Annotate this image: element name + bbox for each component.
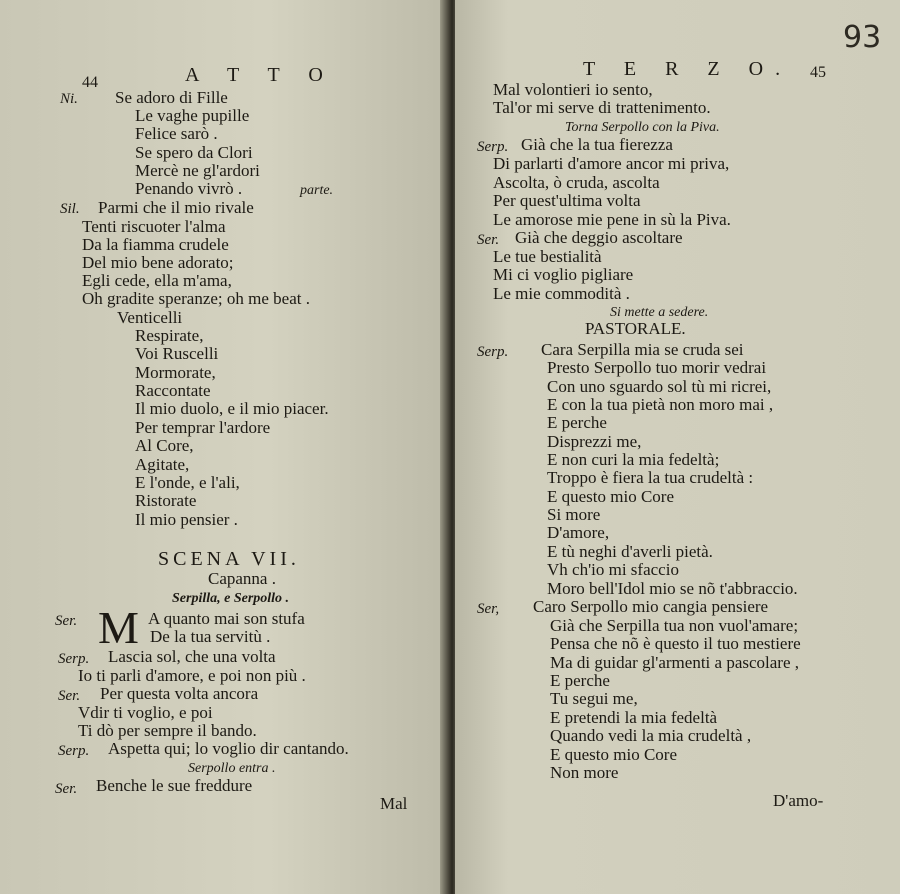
- verse-line: Per temprar l'ardore: [135, 418, 271, 437]
- verse-line: Non more: [550, 763, 619, 782]
- catchword: D'amo-: [773, 791, 824, 810]
- page-number: 45: [810, 64, 826, 81]
- verse-line: Mercè ne gl'ardori: [135, 161, 260, 180]
- verse-line: Si more: [547, 505, 601, 524]
- verse-line: Io ti parli d'amore, e poi non più .: [78, 666, 306, 685]
- verse-line: Mormorate,: [135, 363, 216, 382]
- verse-line: Cara Serpilla mia se cruda sei: [541, 340, 744, 359]
- stage-direction: Serpollo entra .: [188, 761, 276, 776]
- verse-line: Per quest'ultima volta: [493, 191, 641, 210]
- verse-line: Ascolta, ò cruda, ascolta: [493, 173, 660, 192]
- verse-line: Oh gradite speranze; oh me beat .: [82, 289, 310, 308]
- scene-title: SCENA VII.: [158, 548, 300, 570]
- left-page: [0, 0, 446, 894]
- verse-line: Al Core,: [135, 436, 194, 455]
- verse-line: Disprezzi me,: [547, 432, 642, 451]
- verse-line: E pretendi la mia fedeltà: [550, 708, 718, 727]
- verse-line: Egli cede, ella m'ama,: [82, 271, 232, 290]
- verse-line: Con uno sguardo sol tù mi ricrei,: [547, 377, 772, 396]
- verse-line: De la tua servitù .: [150, 627, 271, 646]
- speaker: Sil.: [60, 201, 80, 217]
- speaker: Ser.: [58, 688, 81, 704]
- page-number: 44: [82, 74, 98, 91]
- verse-line: Per questa volta ancora: [100, 684, 259, 703]
- speaker: Ni.: [60, 91, 78, 107]
- verse-line: E questo mio Core: [550, 745, 678, 764]
- verse-line: Già che Serpilla tua non vuol'amare;: [550, 616, 799, 635]
- running-head: T E R Z O.: [583, 58, 793, 80]
- verse-line: Le amorose mie pene in sù la Piva.: [493, 210, 731, 229]
- verse-line: Agitate,: [135, 455, 190, 474]
- verse-line: Il mio pensier .: [135, 510, 238, 529]
- verse-line: Se spero da Clori: [135, 143, 253, 162]
- verse-line: Venticelli: [117, 308, 183, 327]
- verse-line: Tenti riscuoter l'alma: [82, 217, 226, 236]
- verse-line: Quando vedi la mia crudeltà ,: [550, 726, 752, 745]
- verse-line: Troppo è fiera la tua crudeltà :: [547, 468, 754, 487]
- right-page: [455, 0, 900, 894]
- handwritten-folio-number: 93: [843, 20, 882, 55]
- drop-cap: M: [98, 602, 139, 653]
- verse-line: Presto Serpollo tuo morir vedrai: [547, 358, 767, 377]
- verse-line: Se adoro di Fille: [115, 88, 228, 107]
- verse-line: Il mio duolo, e il mio piacer.: [135, 399, 329, 418]
- verse-line: Di parlarti d'amore ancor mi priva,: [493, 154, 730, 173]
- speaker: Serp.: [58, 651, 90, 667]
- verse-line: Felice sarò .: [135, 124, 218, 143]
- verse-line: A quanto mai son stufa: [148, 609, 305, 628]
- verse-line: Moro bell'Idol mio se nõ t'abbraccio.: [547, 579, 798, 598]
- verse-line: Lascia sol, che una volta: [108, 647, 276, 666]
- verse-line: Respirate,: [135, 326, 204, 345]
- verse-line: Voi Ruscelli: [135, 344, 219, 363]
- verse-line: Ma di guidar gl'armenti a pascolare ,: [550, 653, 799, 672]
- verse-line: Già che deggio ascoltare: [515, 228, 683, 247]
- verse-line: Le vaghe pupille: [135, 106, 250, 125]
- verse-line: E con la tua pietà non moro mai ,: [547, 395, 774, 414]
- speaker: Ser.: [55, 613, 78, 629]
- verse-line: Caro Serpollo mio cangia pensiere: [533, 597, 769, 616]
- scene-location: Capanna .: [208, 569, 276, 588]
- verse-line: Raccontate: [135, 381, 211, 400]
- speaker: Ser,: [477, 601, 500, 617]
- verse-line: Tal'or mi serve di trattenimento.: [493, 98, 711, 117]
- stage-direction: Si mette a sedere.: [610, 305, 709, 320]
- verse-line: Le mie commodità .: [493, 284, 630, 303]
- verse-line: Benche le sue freddure: [96, 776, 253, 795]
- speaker: Serp.: [477, 344, 509, 360]
- verse-line: Le tue bestialità: [493, 247, 602, 266]
- verse-line: Pensa che nõ è questo il tuo mestiere: [550, 634, 801, 653]
- verse-line: Mal volontieri io sento,: [493, 80, 653, 99]
- speaker: Serp.: [477, 139, 509, 155]
- verse-line: Già che la tua fierezza: [521, 135, 673, 154]
- verse-line: E non curi la mia fedeltà;: [547, 450, 720, 469]
- verse-line: Del mio bene adorato;: [82, 253, 234, 272]
- verse-line: Vdir ti voglio, e poi: [78, 703, 213, 722]
- verse-line: Penando vivrò .: [135, 179, 243, 198]
- verse-line: Da la fiamma crudele: [82, 235, 229, 254]
- verse-line: Tu segui me,: [550, 689, 638, 708]
- verse-line: E tù neghi d'averli pietà.: [547, 542, 713, 561]
- speaker: Ser.: [55, 781, 78, 797]
- verse-line: E perche: [547, 413, 607, 432]
- stage-direction: Torna Serpollo con la Piva.: [565, 120, 720, 135]
- verse-line: D'amore,: [547, 523, 610, 542]
- verse-line: E l'onde, e l'ali,: [135, 473, 240, 492]
- verse-line: E questo mio Core: [547, 487, 675, 506]
- verse-line: Vh ch'io mi sfaccio: [547, 560, 679, 579]
- verse-line: Aspetta qui; lo voglio dir cantando.: [108, 739, 349, 758]
- section-heading: PASTORALE.: [585, 319, 686, 338]
- verse-line: E perche: [550, 671, 610, 690]
- verse-line: Parmi che il mio rivale: [98, 198, 254, 217]
- speaker: Serp.: [58, 743, 90, 759]
- running-head: A T T O: [185, 64, 335, 86]
- verse-line: Mi ci voglio pigliare: [493, 265, 634, 284]
- verse-line: Ti dò per sempre il bando.: [78, 721, 257, 740]
- speaker: Ser.: [477, 232, 500, 248]
- verse-line: Ristorate: [135, 491, 197, 510]
- catchword: Mal: [380, 794, 408, 813]
- scene-characters: Serpilla, e Serpollo .: [172, 591, 290, 606]
- stage-direction: parte.: [300, 183, 334, 198]
